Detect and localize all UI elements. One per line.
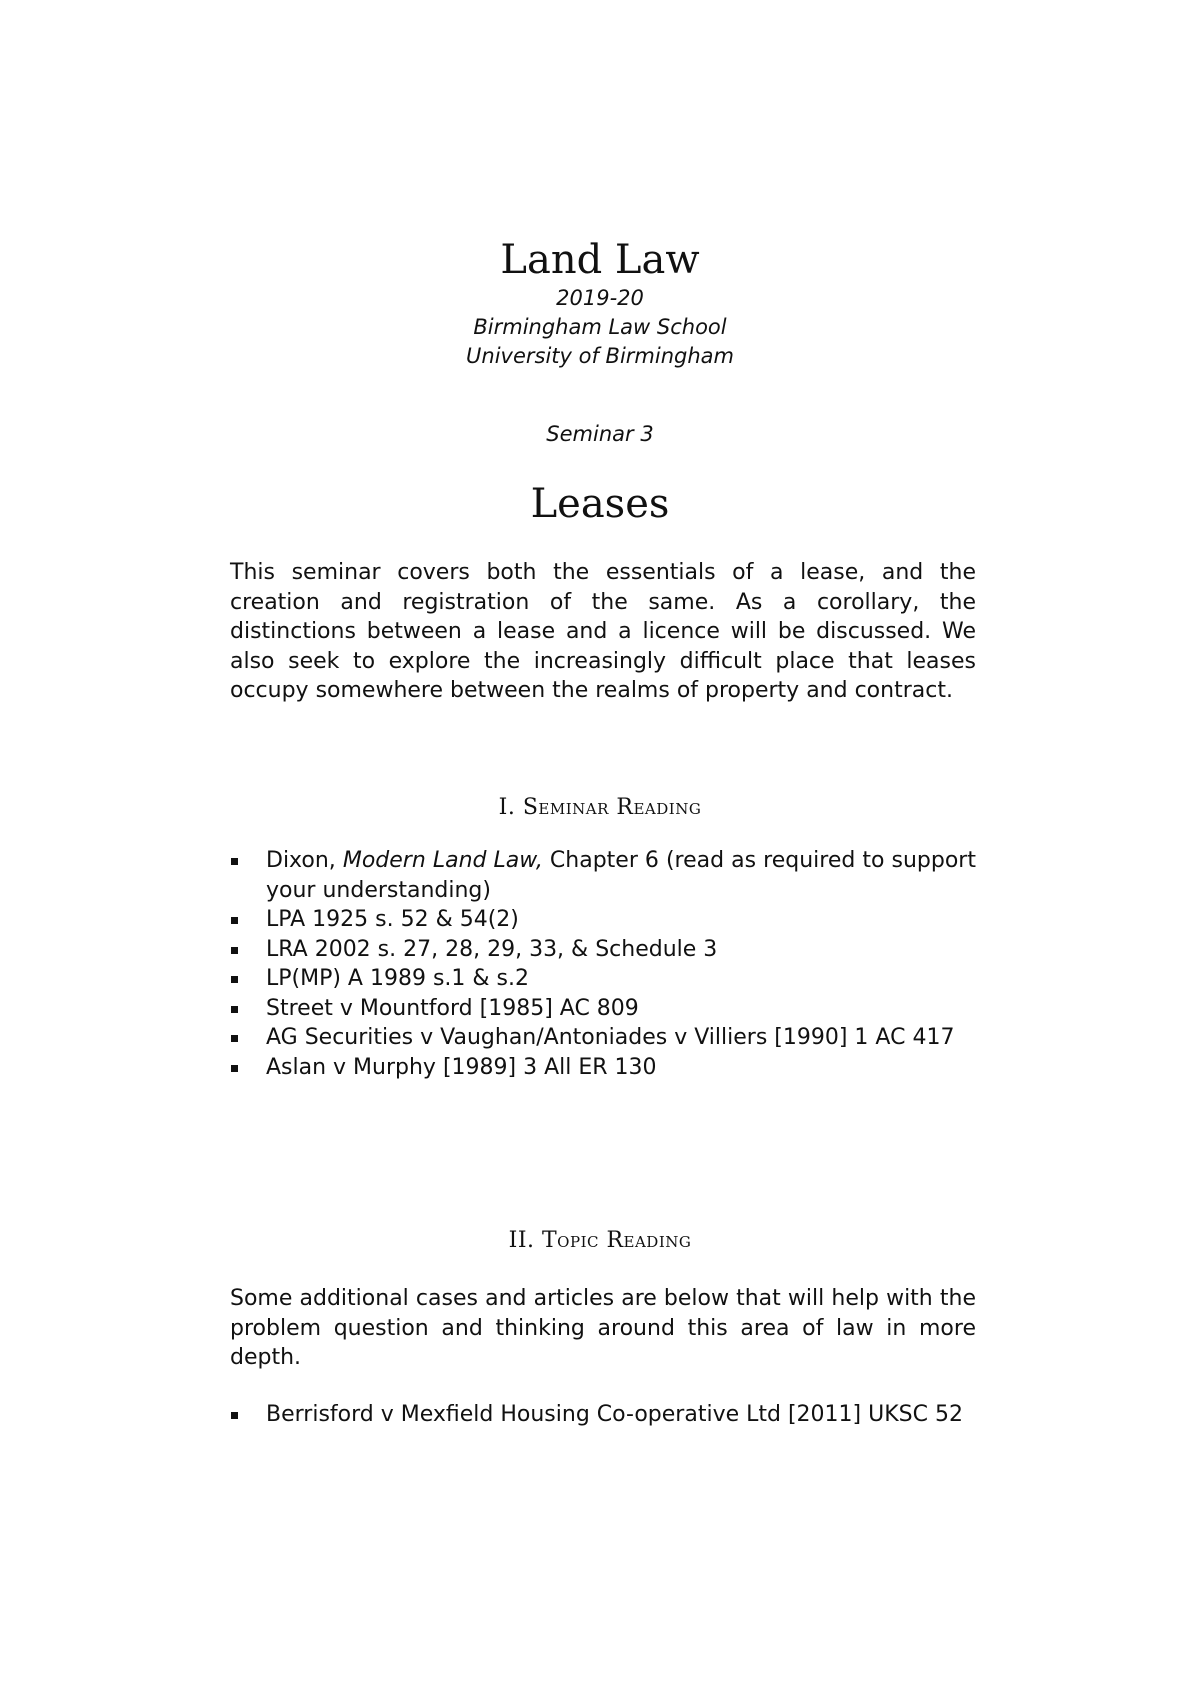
seminar-reading-list xyxy=(230,846,976,1082)
school-name: Birmingham Law School xyxy=(473,315,727,339)
topic-reading-list xyxy=(230,1400,976,1430)
bullet-icon xyxy=(231,947,238,954)
list-item xyxy=(230,1053,976,1083)
list-item-text: LRA 2002 s. 27, 28, 29, 33, & Schedule 3 xyxy=(266,936,718,962)
bullet-icon xyxy=(231,1035,238,1042)
bullet-icon xyxy=(231,917,238,924)
list-item-text: LP(MP) A 1989 s.1 & s.2 xyxy=(266,966,530,991)
dixon-suffix: Chapter 6 (read as required to support your understanding) xyxy=(266,848,976,903)
bullet-icon xyxy=(231,858,238,865)
bullet-icon xyxy=(231,1006,238,1013)
list-item xyxy=(230,1023,976,1053)
section-title: Seminar Reading xyxy=(522,795,702,820)
list-item xyxy=(230,994,976,1024)
topic-title: Leases xyxy=(530,481,670,527)
list-item xyxy=(230,846,976,905)
list-item-text: AG Securities v Vaughan/Antoniades v Villiers [1990] 1 AC 417 xyxy=(266,1025,955,1050)
section-heading-topic-reading xyxy=(0,1226,1200,1256)
intro-paragraph: This seminar covers both the essentials of a lease, and the creation and registration of the same. As a corollary, the distinctions between a lease and a licence will be discussed. We also seek to explore the increasingly difficult place that leases occupy somewhere between the realms of property and contract. xyxy=(230,560,976,703)
list-item-text: Aslan v Murphy [1989] 3 All ER 130 xyxy=(266,1054,657,1080)
section-numeral: II. xyxy=(508,1228,535,1253)
bullet-icon xyxy=(231,1412,238,1419)
section-numeral: I. xyxy=(498,795,516,820)
list-item xyxy=(230,935,976,965)
seminar-number: Seminar 3 xyxy=(546,422,654,446)
list-item xyxy=(230,1400,976,1430)
academic-year: 2019-20 xyxy=(556,286,644,310)
list-item xyxy=(230,905,976,935)
section-heading-seminar-reading xyxy=(0,793,1200,823)
bullet-icon xyxy=(231,976,238,983)
book-title: Modern Land Law, xyxy=(342,848,543,873)
bullet-icon xyxy=(231,1065,238,1072)
dixon-prefix: Dixon, xyxy=(266,848,343,873)
list-item-text: LPA 1925 s. 52 & 54(2) xyxy=(266,907,519,932)
list-item xyxy=(230,964,976,994)
university-name: University of Birmingham xyxy=(466,344,734,368)
list-item-text: Street v Mountford [1985] AC 809 xyxy=(266,995,639,1021)
course-title: Land Law xyxy=(500,237,700,283)
section-title: Topic Reading xyxy=(542,1228,692,1253)
topic-reading-paragraph: Some additional cases and articles are below that will help with the problem question and thinking around this area of law in more depth. xyxy=(230,1286,976,1370)
list-item-text: Berrisford v Mexfield Housing Co-operative Ltd [2011] UKSC 52 xyxy=(266,1402,963,1427)
